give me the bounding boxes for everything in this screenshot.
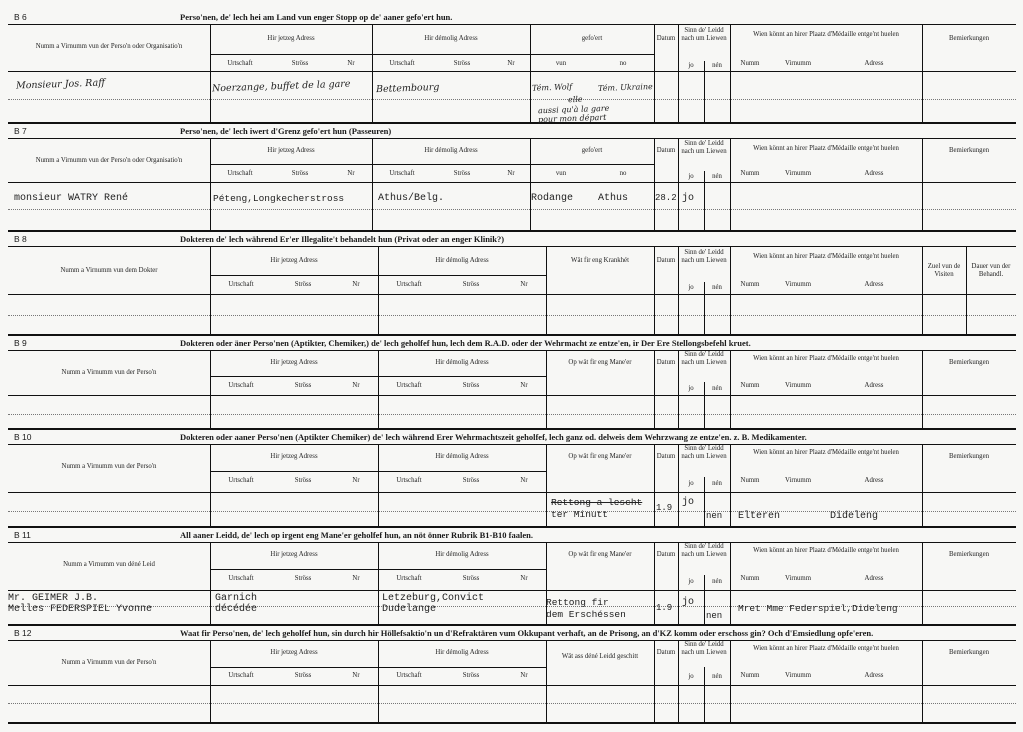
header-doctor-name: Numm a Virnumm vun dem Dokter bbox=[60, 267, 158, 274]
section-title: Dokteren de' lech während Er'er Illegalite't behandelt hun (Privat oder an enger Klinik?) bbox=[180, 234, 505, 244]
entry-address: Noerzange, buffet de la gare bbox=[211, 78, 351, 95]
entry-address: Péteng,Longkecherstross bbox=[213, 193, 345, 204]
section-title: Dokteren oder aaner Perso'nen (Aptikter Chemiker) de' lech während Erer Wehrmachtszeit geholfef, lech ganz od. delweis dem Wehrzwang ze entze'en. z. B. Medikamenter. bbox=[180, 432, 807, 442]
header-name: Numm a Virnumm vun déné Leid bbox=[63, 561, 155, 568]
section-title: All aaner Leidd, de' lech op irgent eng Mane'er geholfef hun, an nöt önner Rubrik B1-B10 faalen. bbox=[180, 530, 534, 540]
section-b8: B 8 Dokteren de' lech während Er'er Illegalite't behandelt hun (Privat oder an enger Klinik?) Numm a Virnumm vun dem Dokter Hir jetzeg Adress Urtschaft Ströss Nr Hir démolig Adress Urtschaft Ströss Nr Wät fir eng Krankhét Datum Sinn de' Leidd nach um Liewen jo nén Wien könnt an hirer Plaatz d'Médaille entge'nt huelen Numm Virnumm Adress Zuel vun de Visiten Dauer vun der Behandl. bbox=[8, 232, 1016, 336]
section-title: Perso'nen, de' lech hei am Land vun enger Stopp op de' aaner gefo'ert hun. bbox=[180, 12, 453, 22]
section-b7: B 7 Perso'nen, de' lech iwert d'Grenz gefo'ert hun (Passeuren) Numm a Virnumm vun der Perso'n oder Organisatio'n Hir jetzeg Adress Urtschaft Ströss Nr Hir démolig Adress Urtschaft Ströss Nr gefo'ert vun no Datum Sinn de' Leidd nach um Liewen jo nén Wien könnt an hirer Plaatz d'Médaille entge'nt huelen Numm Virnumm Adress Bemierkungen monsieur WATRY René Péteng,Longkecherstross Athus/Belg. Rodange Athus 28.2 jo bbox=[8, 124, 1016, 232]
entry-former-address: Athus/Belg. bbox=[378, 193, 445, 204]
section-id: B 8 bbox=[14, 234, 27, 244]
section-id: B 6 bbox=[14, 12, 27, 22]
header-name: Numm a Virnumm vun der Perso'n bbox=[61, 369, 157, 376]
section-b6: B 6 Perso'nen, de' lech hei am Land vun enger Stopp op de' aaner gefo'ert hun. Numm a Virnumm vun der Perso'n oder Organisatio'n Hir jetzeg Adress Urtschaft Ströss Nr Hir démolig Adress Urtschaft Ströss Nr gefo'ert vun no Datum Sinn de' Leidd nach um Liewen jo nén Wien könnt an hirer Plaatz d'Médaille entge'nt huelen Numm Virnumm Adress Bemierkungen Monsieur Jos. Raff Noerzange, buffet de la gare Bettembourg Tém. Wolf Tém. Ukraine elle aussi qu'à la gare pour mon départ bbox=[8, 10, 1016, 124]
section-title: Perso'nen, de' lech iwert d'Grenz gefo'ert hun (Passeuren) bbox=[180, 126, 392, 136]
section-b11: B 11 All aaner Leidd, de' lech op irgent eng Mane'er geholfef hun, an nöt önner Rubrik B1-B10 faalen. Numm a Virnumm vun déné Leid Hir jetzeg Adress Urtschaft Ströss Nr Hir démolig Adress Urtschaft Ströss Nr Op wät fir eng Mane'er Datum Sinn de' Leidd nach um Liewen jo nén Wien könnt an hirer Plaatz d'Médaille entge'nt huelen Numm Virnumm Adress Bemierkungen Mr. GEIMER J.B. Melles FEDERSPIEL Yvonne Garnich décédée Letzeburg,Convict Dudelange Rettong fir dem Erschéssen 1.9 jo nen Mret Mme Federspiel,Dideleng bbox=[8, 528, 1016, 626]
section-id: B 11 bbox=[14, 530, 31, 540]
section-b10: B 10 Dokteren oder aaner Perso'nen (Aptikter Chemiker) de' lech während Erer Wehrmachtszeit geholfef, lech ganz od. delweis dem Wehrzwang ze entze'en. z. B. Medikamenter. Numm a Virnumm vun der Perso'n Hir jetzeg Adress Urtschaft Ströss Nr Hir démolig Adress Urtschaft Ströss Nr Op wät fir eng Mane'er Datum Sinn de' Leidd nach um Liewen jo nén Wien könnt an hirer Plaatz d'Médaille entge'nt huelen Numm Virnumm Adress Bemierkungen Rettong a lescht ter Minutt 1.9 jo nen Elteren Dideleng bbox=[8, 430, 1016, 528]
header-former-address: Hir démolig Adress bbox=[424, 35, 478, 42]
entry-name: monsieur WATRY René bbox=[14, 193, 129, 204]
section-id: B 10 bbox=[14, 432, 32, 442]
section-title: Waat fir Perso'nen, de' lech geholfef hun, sin durch hir Höllefsaktio'n un d'Refraktären vum Okkupant verhaft, an de Prisong, an d'KZ komm oder erschoss gin? Och d'Emsiedlung opfe'eren. bbox=[180, 628, 874, 638]
header-name: Numm a Virnumm vun der Perso'n bbox=[61, 659, 157, 666]
entry-name: Monsieur Jos. Raff bbox=[15, 77, 106, 92]
header-current-address: Hir jetzeg Adress bbox=[267, 35, 315, 42]
entry-former-address: Bettembourg bbox=[375, 81, 440, 96]
section-id: B 12 bbox=[14, 628, 32, 638]
header-name: Numm a Virnumm vun der Perso'n oder Organisatio'n bbox=[35, 43, 183, 50]
header-name: Numm a Virnumm vun der Perso'n bbox=[61, 463, 157, 470]
header-name: Numm a Virnumm vun der Perso'n oder Organisatio'n bbox=[35, 157, 183, 164]
section-b9: B 9 Dokteren oder äner Perso'nen (Aptikter, Chemiker,) de' lech geholfef hun, lech dem R.A.D. oder der Wehrmacht ze entze'en, ir Der Ere Stellongsbefehl kruet. Numm a Virnumm vun der Perso'n Hir jetzeg Adress Urtschaft Ströss Nr Hir démolig Adress Urtschaft Ströss Nr Op wät fir eng Mane'er Datum Sinn de' Leidd nach um Liewen jo nén Wien könnt an hirer Plaatz d'Médaille entge'nt huelen Numm Virnumm Adress Bemierkungen bbox=[8, 336, 1016, 430]
section-title: Dokteren oder äner Perso'nen (Aptikter, Chemiker,) de' lech geholfef hun, lech dem R.A.D. oder der Wehrmacht ze entze'en, ir Der Ere Stellongsbefehl kruet. bbox=[180, 338, 751, 348]
section-b12: B 12 Waat fir Perso'nen, de' lech geholfef hun, sin durch hir Höllefsaktio'n un d'Refraktären vum Okkupant verhaft, an de Prisong, an d'KZ komm oder erschoss gin? Och d'Emsiedlung opfe'eren. Numm a Virnumm vun der Perso'n Hir jetzeg Adress Urtschaft Ströss Nr Hir démolig Adress Urtschaft Ströss Nr Wät ass déné Leidd geschitt Datum Sinn de' Leidd nach um Liewen jo nén Wien könnt an hirer Plaatz d'Médaille entge'nt huelen Numm Virnumm Adress Bemierkungen bbox=[8, 626, 1016, 724]
section-id: B 7 bbox=[14, 126, 27, 136]
section-id: B 9 bbox=[14, 338, 27, 348]
